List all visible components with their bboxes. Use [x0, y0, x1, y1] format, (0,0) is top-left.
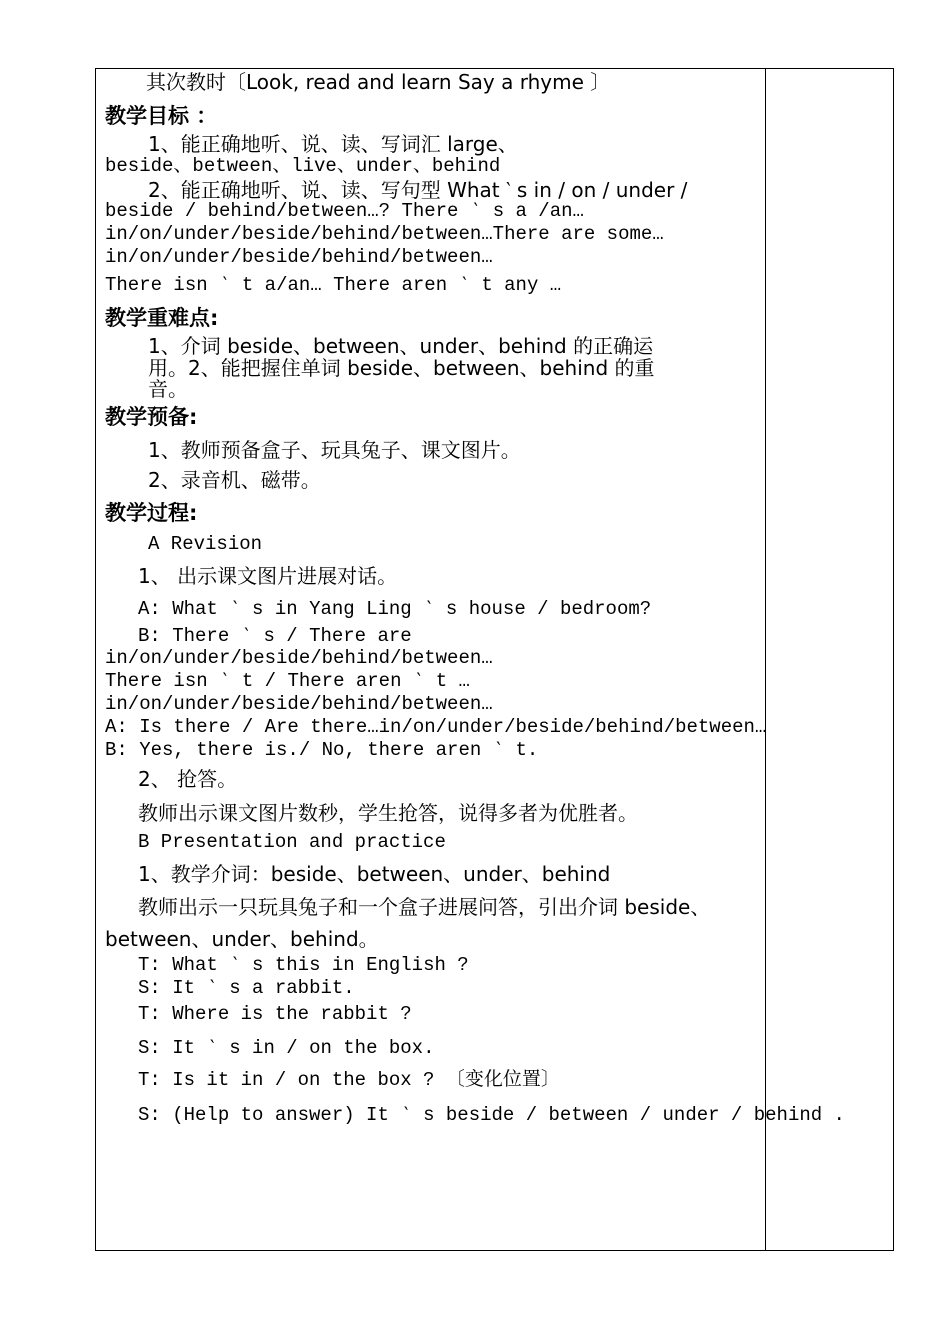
- difficulty-line: 1、介词 beside、between、under、behind 的正确运: [148, 334, 654, 358]
- difficulties-heading: 教学重难点:: [105, 306, 219, 330]
- step-2: 2、 抢答。: [138, 767, 238, 791]
- difficulty-line: 音。: [148, 377, 188, 401]
- dialogue-line: There isn ‵ t / There aren ‵ t …: [105, 670, 470, 692]
- process-heading: 教学过程:: [105, 501, 198, 525]
- objectives-heading: 教学目标 ：: [105, 104, 218, 128]
- dialogue-line: S: (Help to answer) It ‵ s beside / between / under / behind .: [138, 1104, 845, 1126]
- objective-line: in/on/under/beside/behind/between…: [105, 246, 493, 268]
- dialogue-line: T: Is it in / on the box ? 〔变化位置〕: [138, 1069, 560, 1091]
- dialogue-line: B: There ‵ s / There are: [138, 625, 412, 647]
- dialogue-line: B: Yes, there is./ No, there aren ‵ t.: [105, 739, 539, 761]
- dialogue-line: T: Where is the rabbit ?: [138, 1003, 412, 1025]
- dialogue-line: A: What ‵ s in Yang Ling ‵ s house / bedroom?: [138, 598, 652, 620]
- dialogue-line: in/on/under/beside/behind/between…: [105, 693, 493, 715]
- dialogue-line: T: What ‵ s this in English ?: [138, 954, 469, 976]
- objective-line: in/on/under/beside/behind/between…There are some…: [105, 223, 664, 245]
- dialogue-line: in/on/under/beside/behind/between…: [105, 647, 493, 669]
- lesson-title: 其次教时〔Look, read and learn Say a rhyme 〕: [146, 70, 611, 94]
- objective-line: 1、能正确地听、说、读、写词汇 large、: [148, 132, 518, 156]
- objective-line: There isn ‵ t a/an… There aren ‵ t any …: [105, 274, 562, 296]
- preparation-heading: 教学预备:: [105, 405, 198, 429]
- objective-line: beside、between、live、under、behind: [105, 155, 501, 177]
- difficulty-line: 用。2、能把握住单词 beside、between、behind 的重: [148, 356, 655, 380]
- step-2-description: 教师出示课文图片数秒，学生抢答，说得多者为优胜者。: [138, 801, 638, 825]
- objective-line: beside / behind/between…? There ‵ s a /an…: [105, 200, 584, 222]
- step-3-description: 教师出示一只玩具兔子和一个盒子进展问答，引出介词 beside、: [138, 895, 711, 919]
- dialogue-line: A: Is there / Are there…in/on/under/beside/behind/between…: [105, 716, 767, 738]
- dialogue-line: S: It ‵ s in / on the box.: [138, 1037, 435, 1059]
- presentation-title: B Presentation and practice: [138, 831, 446, 853]
- dialogue-line: S: It ‵ s a rabbit.: [138, 977, 355, 999]
- step-3-description: between、under、behind。: [105, 927, 379, 951]
- objective-line: 2、能正确地听、说、读、写句型 What ‵ s in / on / under /: [148, 178, 688, 202]
- column-divider: [765, 68, 766, 1251]
- preparation-line: 2、录音机、磁带。: [148, 468, 321, 492]
- step-1: 1、 出示课文图片进展对话。: [138, 564, 398, 588]
- step-3: 1、教学介词：beside、between、under、behind: [138, 862, 611, 886]
- preparation-line: 1、教师预备盒子、玩具兔子、课文图片。: [148, 438, 521, 462]
- revision-title: A Revision: [148, 533, 263, 555]
